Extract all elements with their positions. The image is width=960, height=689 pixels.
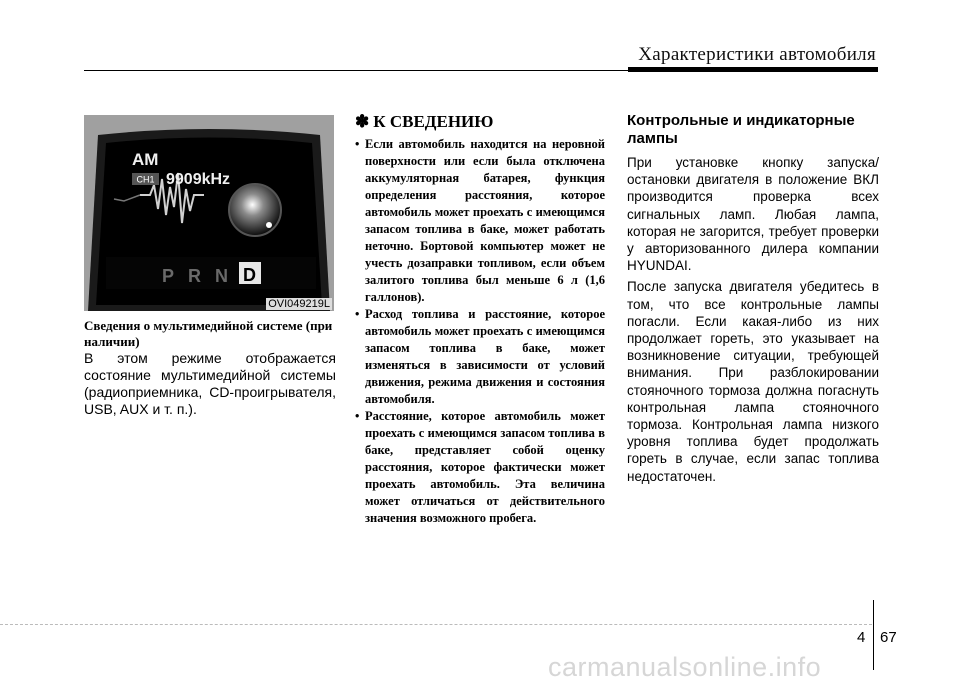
header-title: Характеристики автомобиля	[638, 44, 876, 65]
gear-r: R	[188, 266, 201, 286]
note-star-icon: ✽	[355, 112, 370, 131]
note-heading	[355, 112, 605, 132]
header-rule	[84, 70, 630, 71]
paragraph: При установке кнопку запуска/остановки двигателя в положение ВКЛ производится проверка всех сигнальных ламп. Любая лампа, которая не загорится, требует проверки у авторизованного дилера компании HYUNDAI.	[627, 155, 879, 274]
note-section	[355, 112, 605, 527]
note-item: • Расход топлива и расстояние, которое автомобиль может проехать с имеющимся запасом топлива в баке, может изменяться в зависимости от условий движения, режима движения и состояния автомобиля.	[355, 306, 605, 408]
footer-separator	[873, 600, 874, 670]
volume-knob	[229, 184, 281, 236]
frequency-label: 9909kHz	[166, 171, 231, 188]
page-number: 67	[880, 629, 897, 646]
footer-rule	[0, 624, 872, 625]
header-rule-thick	[628, 67, 878, 72]
watermark: carmanualsonline.info	[548, 652, 822, 682]
gear-p: P	[162, 266, 175, 286]
figure-code: OVI049219L	[268, 298, 330, 310]
band-label: AM	[132, 150, 159, 169]
figure-caption: Сведения о мультимедийной системе (при наличии)	[84, 318, 333, 349]
note-list	[355, 136, 605, 527]
cluster-display-illustration	[84, 115, 334, 311]
figure-description: В этом режиме отображается состояние мультимедийной системы (радиоприемника, CD-проигрывателя, USB, AUX и т. п.).	[84, 350, 336, 417]
gear-d: D	[243, 265, 256, 285]
note-item: • Расстояние, которое автомобиль может проехать с имеющимся запасом топлива в баке, представляет собой оценку расстояния, которое фактически может проехать автомобиль. Эта величина может отличаться от действительного значения возможного пробега.	[355, 408, 605, 527]
chapter-number: 4	[857, 629, 866, 646]
note-title: К СВЕДЕНИЮ	[373, 112, 494, 131]
gear-n: N	[215, 266, 228, 286]
note-item: • Если автомобиль находится на неровной поверхности или если была отключена аккумуляторная батарея, функция определения расстояния, которое автомобиль может проехать с имеющимся запасом топлива в баке, может работать неточно. Бортовой компьютер может не учесть дозаправки топливом, если объем залитого топлива был меньше 6 л (1,6 галлонов).	[355, 136, 605, 306]
channel-label: CH1	[136, 174, 155, 185]
indicator-lamps-section	[627, 112, 879, 489]
instrument-cluster-figure	[84, 115, 334, 311]
paragraph: После запуска двигателя убедитесь в том, что все контрольные лампы погасли. Если какая-либо из них продолжает гореть, это указывает на возникновение ситуации, требующей внимания. При разблокировании стояночного тормоза должна погаснуть контрольная лампа стояночного тормоза. Контрольная лампа низкого уровня топлива будет продолжать гореть в случае, если запас топлива недостаточен.	[627, 279, 879, 484]
section-title: Контрольные и индикаторные лампы	[627, 112, 855, 147]
